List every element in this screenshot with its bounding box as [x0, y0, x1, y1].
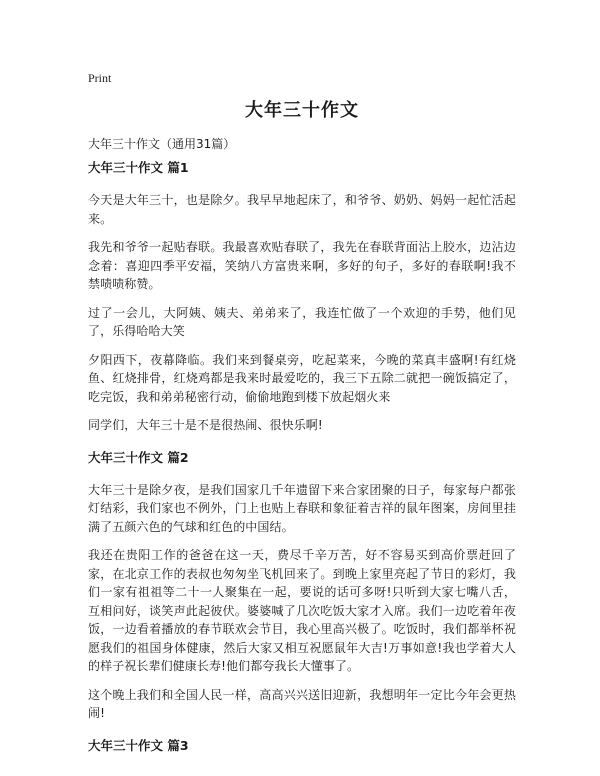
- section-heading: 大年三十作文 篇1: [88, 160, 189, 175]
- paragraph: 我先和爷爷一起贴春联。我最喜欢贴春联了，我先在春联背面沾上胶水，边沾边念着：喜迎四季平安福，笑纳八方富贵来啊，多好的句子，多好的春联啊!我不禁啧啧称赞。: [88, 240, 516, 291]
- print-link[interactable]: Print: [88, 71, 112, 85]
- paragraph: 同学们，大年三十是不是很热闹、很快乐啊!: [88, 418, 323, 432]
- paragraph: 大年三十是除夕夜，是我们国家几千年遗留下来合家团聚的日子，每家每户都张灯结彩，我们家也不例外，门上也贴上春联和象征着吉祥的鼠年图案，房间里挂满了五颜六色的气球和红色的中国结。: [88, 482, 516, 534]
- paragraph: 过了一会儿，大阿姨、姨夫、弟弟来了，我连忙做了一个欢迎的手势，他们见了，乐得哈哈大笑: [88, 305, 516, 338]
- paragraph: 我还在贵阳工作的爸爸在这一天，费尽千辛万苦，好不容易买到高价票赶回了家，在北京工作的表叔也匆匆坐飞机回来了。到晚上家里亮起了节日的彩灯，我们一家有祖祖等二十一人聚集在一起，要说的话可多呀!只听到大家七嘴八舌，互相问好，谈笑声此起彼伏。婆婆喊了几次吃饭大家才入席。我们一边吃着年夜饭，一边看着播放的春节联欢会节目，我心里高兴极了。吃饭时，我们都举杯祝愿我们的祖国身体健康，然后大家又相互祝愿鼠年大吉!万事如意!我也学着大人的样子祝长辈们健康长寿!他们都夸我长大懂事了。: [88, 548, 516, 673]
- paragraph: 夕阳西下，夜幕降临。我们来到餐桌旁，吃起菜来，今晚的菜真丰盛啊!有红烧鱼、红烧排骨，红烧鸡都是我来时最爱吃的，我三下五除二就把一碗饭搞定了，吃完饭，我和弟弟秘密行动，偷偷地跑到楼下放起烟火来: [88, 352, 516, 404]
- section-heading: 大年三十作文 篇2: [88, 449, 189, 465]
- paragraph: 这个晚上我们和全国人民一样，高高兴兴送旧迎新，我想明年一定比今年会更热闹!: [88, 687, 516, 720]
- paragraph: 今天是大年三十，也是除夕。我早早地起床了，和爷爷、奶奶、妈妈一起忙活起来。: [88, 193, 516, 226]
- document-title: 大年三十作文: [245, 100, 359, 121]
- section-heading: 大年三十作文 篇3: [88, 737, 189, 753]
- document-content: [88, 159, 516, 769]
- document-subtitle: 大年三十作文（通用31篇）: [88, 137, 236, 151]
